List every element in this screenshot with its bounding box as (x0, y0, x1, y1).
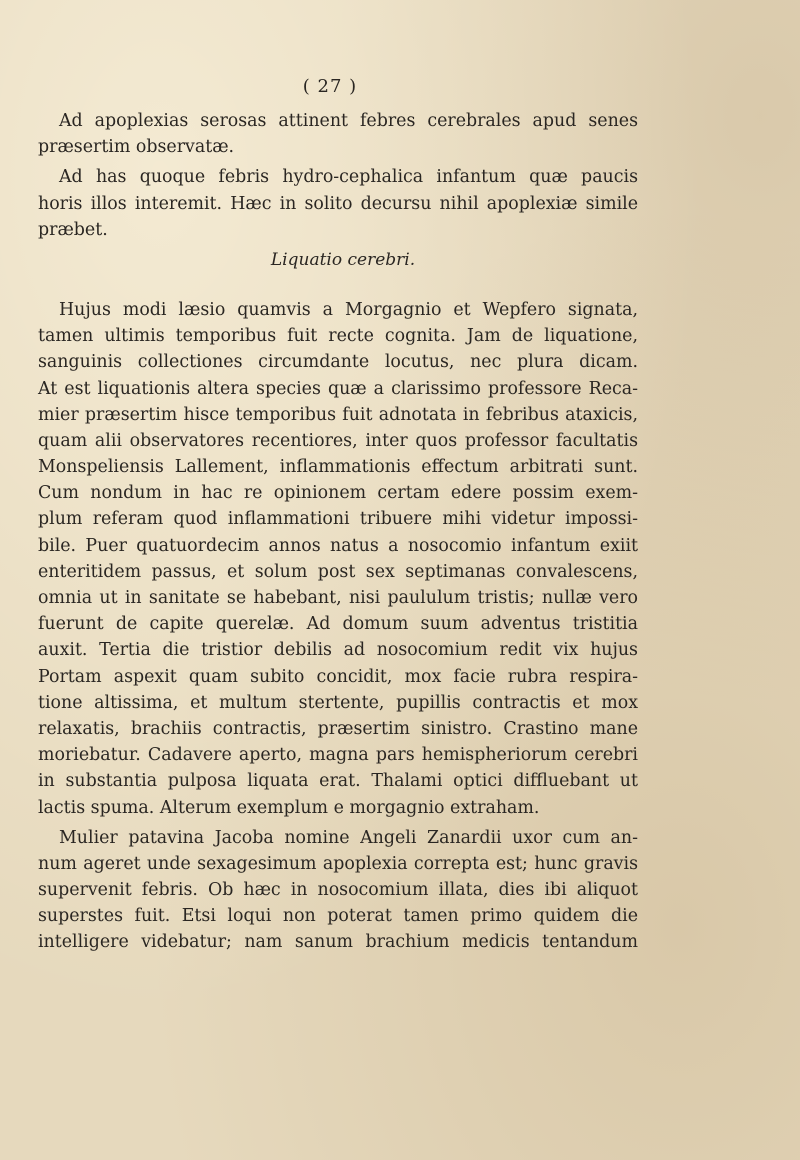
text-line: mier præsertim hisce temporibus fuit adnotata in febribus ataxicis, (38, 404, 638, 425)
text-line: tamen ultimis temporibus fuit recte cognita. Jam de liquatione, (38, 326, 638, 347)
text-line: horis illos interemit. Hæc in solito decursu nihil apoplexiæ simile (38, 193, 638, 214)
text-line: omnia ut in sanitate se habebant, nisi paululum tristis; nullæ vero (38, 588, 638, 608)
paragraph-4 (38, 825, 638, 956)
paragraph-3 (38, 297, 638, 821)
text-line: Ad apoplexias serosas attinent febres cerebrales apud senes (59, 111, 638, 131)
text-line: auxit. Tertia die tristior debilis ad nosocomium redit vix hujus (38, 640, 638, 661)
text-block (38, 108, 638, 960)
text-line: bile. Puer quatuordecim annos natus a nosocomio infantum exiit (38, 535, 638, 556)
text-line: enteritidem passus, et solum post sex septimanas convalescens, (38, 561, 638, 582)
text-line: lactis spuma. Alterum exemplum e morgagnio extraham. (38, 797, 540, 818)
text-line: moriebatur. Cadavere aperto, magna pars hemispheriorum cerebri (38, 745, 638, 766)
text-line: num ageret unde sexagesimum apoplexia correpta est; hunc gravis (38, 853, 638, 874)
text-line: plum referam quod inflammationi tribuere mihi videtur impossi- (38, 509, 638, 530)
page-number: ( 27 ) (302, 76, 358, 97)
section-title: Liquatio cerebri. (270, 249, 416, 270)
text-line: in substantia pulposa liquata erat. Thalami optici diffluebant ut (38, 771, 638, 792)
text-line: Cum nondum in hac re opinionem certam edere possim exem- (38, 483, 638, 504)
text-line: Hujus modi læsio quamvis a Morgagnio et Wepfero signata, (59, 299, 638, 320)
text-line: Ad has quoque febris hydro-cephalica infantum quæ paucis (59, 167, 638, 188)
text-line: At est liquationis altera species quæ a clarissimo professore Reca- (38, 378, 638, 399)
text-line: relaxatis, brachiis contractis, præsertim sinistro. Crastino mane (38, 718, 638, 739)
text-line: supervenit febris. Ob hæc in nosocomium illata, dies ibi aliquot (38, 880, 638, 901)
text-line: Monspeliensis Lallement, inflammationis effectum arbitrati sunt. (38, 457, 638, 478)
paragraph-2 (38, 164, 638, 243)
text-line: præsertim observatæ. (38, 137, 235, 158)
text-line: sanguinis collectiones circumdante locutus, nec plura dicam. (38, 352, 638, 373)
text-line: Portam aspexit quam subito concidit, mox facie rubra respira- (38, 666, 638, 687)
text-line: Mulier patavina Jacoba nomine Angeli Zanardii uxor cum an- (59, 827, 638, 848)
paragraph-1 (38, 108, 638, 160)
text-line: præbet. (38, 219, 108, 240)
text-line: superstes fuit. Etsi loqui non poterat tamen primo quidem die (38, 906, 638, 927)
text-line: fuerunt de capite querelæ. Ad domum suum adventus tristitia (38, 614, 638, 635)
text-line: quam alii observatores recentiores, inter quos professor facultatis (38, 430, 638, 451)
text-line: intelligere videbatur; nam sanum brachium medicis tentandum (38, 932, 638, 953)
text-line: tione altissima, et multum stertente, pupillis contractis et mox (38, 692, 638, 713)
